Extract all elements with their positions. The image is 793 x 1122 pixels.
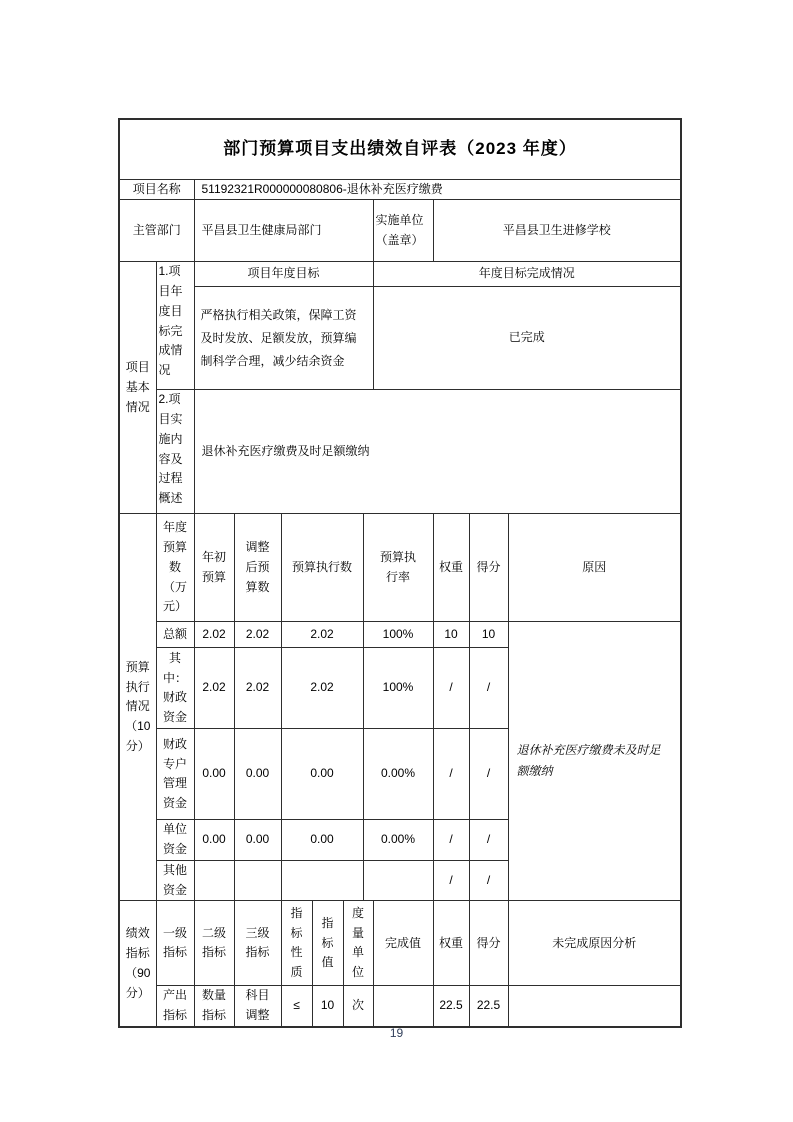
annual-goal-header: 项目年度目标 bbox=[194, 262, 373, 287]
perf-weight: 22.5 bbox=[433, 986, 469, 1027]
budget-reason-text: 退休补充医疗缴费未及时足额缴纳 bbox=[508, 622, 681, 901]
budget-weight: / bbox=[433, 820, 469, 861]
perf-value: 10 bbox=[312, 986, 343, 1027]
budget-rate bbox=[363, 860, 433, 901]
budget-header-executed: 预算执行数 bbox=[281, 514, 363, 622]
goal-completion-text: 已完成 bbox=[373, 287, 681, 390]
budget-row-total bbox=[119, 622, 681, 648]
perf-l1: 产出指标 bbox=[156, 986, 194, 1027]
budget-weight: 10 bbox=[433, 622, 469, 648]
budget-header-initial: 年初预算 bbox=[194, 514, 234, 622]
budget-row-label: 其他资金 bbox=[156, 860, 194, 901]
budget-header-weight: 权重 bbox=[433, 514, 469, 622]
perf-score: 22.5 bbox=[469, 986, 508, 1027]
budget-row-label: 财政专户管理资金 bbox=[156, 729, 194, 820]
dept-value: 平昌县卫生健康局部门 bbox=[194, 200, 373, 262]
perf-reason bbox=[508, 986, 681, 1027]
goal-completion-header: 年度目标完成情况 bbox=[373, 262, 681, 287]
perf-row-output bbox=[119, 986, 681, 1027]
budget-score: / bbox=[469, 729, 508, 820]
budget-header-annual: 年度预算数（万元） bbox=[156, 514, 194, 622]
perf-header-score: 得分 bbox=[469, 901, 508, 986]
budget-adjusted: 0.00 bbox=[234, 820, 281, 861]
budget-score: / bbox=[469, 648, 508, 729]
budget-rate: 100% bbox=[363, 622, 433, 648]
impl-unit-value: 平昌县卫生进修学校 bbox=[433, 200, 681, 262]
perf-done bbox=[373, 986, 433, 1027]
budget-rate: 0.00% bbox=[363, 729, 433, 820]
budget-rate: 0.00% bbox=[363, 820, 433, 861]
budget-initial: 2.02 bbox=[194, 622, 234, 648]
perf-section-label: 绩效指标（90分） bbox=[119, 901, 156, 1027]
budget-initial: 0.00 bbox=[194, 820, 234, 861]
budget-initial: 2.02 bbox=[194, 648, 234, 729]
form-title: 部门预算项目支出绩效自评表（2023 年度） bbox=[119, 119, 681, 179]
budget-score: 10 bbox=[469, 622, 508, 648]
budget-header-reason: 原因 bbox=[508, 514, 681, 622]
perf-l3: 科目调整 bbox=[234, 986, 281, 1027]
impl-unit-label: 实施单位（盖章） bbox=[373, 200, 433, 262]
perf-header-weight: 权重 bbox=[433, 901, 469, 986]
budget-row-label: 单位资金 bbox=[156, 820, 194, 861]
budget-row-label: 其中：财政资金 bbox=[156, 648, 194, 729]
budget-weight: / bbox=[433, 729, 469, 820]
budget-header-rate: 预算执行率 bbox=[363, 514, 433, 622]
perf-header-nature: 指标性质 bbox=[281, 901, 312, 986]
evaluation-table bbox=[118, 118, 682, 1028]
budget-executed: 0.00 bbox=[281, 729, 363, 820]
budget-weight: / bbox=[433, 860, 469, 901]
budget-executed: 0.00 bbox=[281, 820, 363, 861]
perf-header-l3: 三级指标 bbox=[234, 901, 281, 986]
budget-section-label: 预算执行情况（10分） bbox=[119, 514, 156, 901]
budget-executed: 2.02 bbox=[281, 648, 363, 729]
budget-header-adjusted: 调整后预算数 bbox=[234, 514, 281, 622]
budget-initial: 0.00 bbox=[194, 729, 234, 820]
basic-item1-label: 1.项目年度目标完成情况 bbox=[156, 262, 194, 390]
evaluation-form bbox=[118, 118, 682, 1028]
perf-unit: 次 bbox=[343, 986, 373, 1027]
budget-row-label: 总额 bbox=[156, 622, 194, 648]
budget-adjusted: 2.02 bbox=[234, 648, 281, 729]
perf-nature: ≤ bbox=[281, 986, 312, 1027]
basic-section-label: 项目基本情况 bbox=[119, 262, 156, 514]
project-name-value: 51192321R000000080806-退休补充医疗缴费 bbox=[194, 179, 681, 200]
budget-header-score: 得分 bbox=[469, 514, 508, 622]
perf-header-reason: 未完成原因分析 bbox=[508, 901, 681, 986]
implementation-text: 退休补充医疗缴费及时足额缴纳 bbox=[194, 390, 681, 514]
page-number: 19 bbox=[389, 1026, 404, 1040]
budget-initial bbox=[194, 860, 234, 901]
dept-label: 主管部门 bbox=[119, 200, 194, 262]
basic-item2-label: 2.项目实施内容及过程概述 bbox=[156, 390, 194, 514]
project-name-label: 项目名称 bbox=[119, 179, 194, 200]
budget-executed: 2.02 bbox=[281, 622, 363, 648]
budget-executed bbox=[281, 860, 363, 901]
perf-header-value: 指标值 bbox=[312, 901, 343, 986]
budget-adjusted: 2.02 bbox=[234, 622, 281, 648]
budget-score: / bbox=[469, 820, 508, 861]
perf-header-l1: 一级指标 bbox=[156, 901, 194, 986]
budget-score: / bbox=[469, 860, 508, 901]
perf-header-done: 完成值 bbox=[373, 901, 433, 986]
perf-l2: 数量指标 bbox=[194, 986, 234, 1027]
budget-weight: / bbox=[433, 648, 469, 729]
perf-header-l2: 二级指标 bbox=[194, 901, 234, 986]
budget-adjusted bbox=[234, 860, 281, 901]
annual-goal-text: 严格执行相关政策，保障工资及时发放、足额发放，预算编制科学合理，减少结余资金 bbox=[194, 287, 373, 390]
perf-header-unit: 度量单位 bbox=[343, 901, 373, 986]
budget-rate: 100% bbox=[363, 648, 433, 729]
budget-adjusted: 0.00 bbox=[234, 729, 281, 820]
